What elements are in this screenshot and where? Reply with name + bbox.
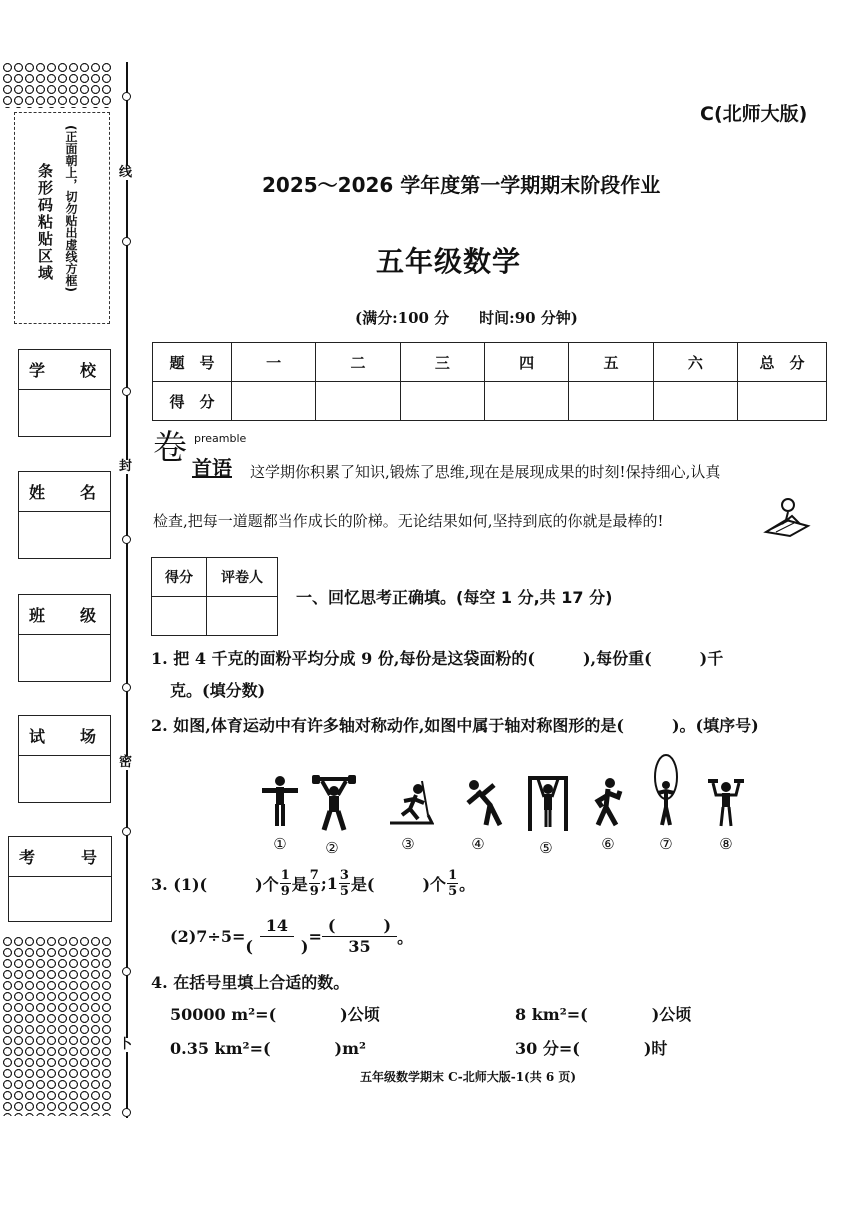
grader-table xyxy=(151,557,278,636)
fraction xyxy=(339,868,350,899)
field-class-c2: 级 xyxy=(79,606,96,625)
field-school-c1: 学 xyxy=(29,361,46,380)
cut-ring xyxy=(122,92,131,101)
field-name[interactable] xyxy=(18,471,111,559)
q3-2-end: 。 xyxy=(397,928,414,947)
grader-reviewer-cell[interactable] xyxy=(207,597,278,636)
q2-text: 2. 如图,体育运动中有许多轴对称动作,如图中属于轴对称图形的是( )。(填序号) xyxy=(151,716,759,735)
field-name-c2: 名 xyxy=(79,483,96,502)
fraction xyxy=(245,916,308,957)
field-exam-number[interactable] xyxy=(8,836,112,922)
q3-1-mid2: 是( )个 xyxy=(350,875,447,894)
cut-ring xyxy=(122,683,131,692)
weightlifter-icon xyxy=(312,775,356,831)
barcode-note: (正面朝上，切勿贴出虚线方框) xyxy=(64,125,78,292)
score-header-cell: 四 xyxy=(484,343,568,382)
score-header-cell: 六 xyxy=(653,343,737,382)
page-footer: 五年级数学期末 C-北师大版-1(共 6 页) xyxy=(360,1070,577,1084)
field-school[interactable] xyxy=(18,349,111,437)
q4-item-1: 50000 m²=( )公顷 xyxy=(170,1005,380,1024)
field-room-c1: 试 xyxy=(29,727,46,746)
cut-char-feng: 封 xyxy=(119,459,133,474)
cut-line xyxy=(126,62,128,1118)
figure-label: ⑧ xyxy=(719,835,733,853)
field-school-c2: 校 xyxy=(79,361,96,380)
cut-ring xyxy=(122,1108,131,1117)
q3-part2 xyxy=(170,916,413,957)
cut-ring xyxy=(122,827,131,836)
barcode-area xyxy=(14,112,110,324)
q3-1-mid: 是 xyxy=(291,875,308,894)
fraction-numerator: 1 xyxy=(280,868,290,883)
q3-1-sep: ;1 xyxy=(320,874,338,893)
q3-1-prefix: 3. (1)( )个 xyxy=(151,875,279,894)
q1-line1: 1. 把 4 千克的面粉平均分成 9 份,每份是这袋面粉的( ),每份重( )千 xyxy=(151,649,724,668)
score-header-cell: 二 xyxy=(316,343,400,382)
fraction-denominator: ( ) xyxy=(245,937,309,956)
figure-5 xyxy=(526,775,566,857)
cut-ring xyxy=(122,967,131,976)
grader-reviewer-label: 评卷人 xyxy=(207,558,278,597)
field-number-c1: 考 xyxy=(19,848,36,867)
figure-label: ⑤ xyxy=(539,839,553,857)
figure-7 xyxy=(646,753,686,853)
field-exam-room[interactable] xyxy=(18,715,111,803)
grader-score-label: 得分 xyxy=(152,558,207,597)
fraction xyxy=(309,868,320,899)
score-header-cell: 一 xyxy=(232,343,316,382)
jump-rope-icon xyxy=(646,753,686,827)
fraction xyxy=(322,916,397,957)
score-input-cell[interactable] xyxy=(400,382,484,421)
figure-label: ⑦ xyxy=(659,835,673,853)
fraction xyxy=(447,868,458,899)
score-input-cell[interactable] xyxy=(569,382,653,421)
score-input-cell[interactable] xyxy=(653,382,737,421)
boxer-icon xyxy=(588,775,628,827)
treadmill-runner-icon xyxy=(388,775,434,827)
figure-label: ② xyxy=(325,839,339,857)
fraction-denominator: 35 xyxy=(348,937,371,956)
q1-line2: 克。(填分数) xyxy=(170,681,266,700)
field-name-c1: 姓 xyxy=(29,483,46,502)
figure-8 xyxy=(706,775,746,853)
cut-char-mi: 密 xyxy=(119,755,133,770)
preamble-shouyu: 首语 xyxy=(192,456,232,480)
figure-label: ① xyxy=(273,835,287,853)
figure-6 xyxy=(588,775,628,853)
edition-label: C(北师大版) xyxy=(700,103,808,125)
field-class[interactable] xyxy=(18,594,111,682)
preamble-word: preamble xyxy=(194,432,247,445)
dumbbell-lifter-icon xyxy=(706,775,746,827)
score-input-cell[interactable] xyxy=(484,382,568,421)
score-table xyxy=(152,342,827,421)
figure-3 xyxy=(388,775,428,853)
stretching-icon xyxy=(458,775,504,827)
score-header-cell: 五 xyxy=(569,343,653,382)
q4-item-2: 8 km²=( )公顷 xyxy=(515,1005,692,1024)
section1-title: 一、回忆思考正确填。(每空 1 分,共 17 分) xyxy=(296,588,613,607)
score-header-cell: 总 分 xyxy=(738,343,827,382)
score-header-cell: 三 xyxy=(400,343,484,382)
preamble-juan: 卷 xyxy=(153,428,187,468)
figure-label: ⑥ xyxy=(601,835,615,853)
subject-title: 五年级数学 xyxy=(376,245,522,278)
barcode-title: 条形码粘贴区域 xyxy=(36,163,54,282)
score-input-cell[interactable] xyxy=(232,382,316,421)
q3-part1 xyxy=(151,868,475,899)
field-room-c2: 场 xyxy=(79,727,96,746)
exam-meta: (满分:100 分 时间:90 分钟) xyxy=(355,309,578,327)
exam-title: 2025～2026 学年度第一学期期末阶段作业 xyxy=(262,173,661,197)
fraction-denominator: 9 xyxy=(309,884,319,899)
q3-2-prefix: (2)7÷5= xyxy=(170,927,246,946)
figure-1 xyxy=(260,775,300,853)
fraction-numerator: ( ) xyxy=(322,916,397,937)
fraction-numerator: 3 xyxy=(339,868,349,883)
cut-ring xyxy=(122,237,131,246)
dot-pattern-bottom xyxy=(2,936,112,1116)
standing-arms-out-icon xyxy=(260,775,300,827)
fraction-denominator: 5 xyxy=(339,884,349,899)
fraction-denominator: 9 xyxy=(280,884,290,899)
q3-2-eq: = xyxy=(308,927,322,946)
fraction-numerator: 7 xyxy=(309,868,319,883)
field-class-c1: 班 xyxy=(29,606,46,625)
fraction xyxy=(280,868,291,899)
figure-label: ④ xyxy=(471,835,485,853)
cut-ring xyxy=(122,387,131,396)
q4-item-4: 30 分=( )时 xyxy=(515,1039,668,1058)
q4-title: 4. 在括号里填上合适的数。 xyxy=(151,973,350,992)
fraction-numerator: 14 xyxy=(260,916,294,937)
q3-1-end: 。 xyxy=(459,875,476,894)
cut-char-xian: 线 xyxy=(119,165,133,180)
grader-score-cell[interactable] xyxy=(152,597,207,636)
figure-2 xyxy=(312,775,352,857)
score-row-label: 得 分 xyxy=(153,382,232,421)
fraction-numerator: 1 xyxy=(448,868,458,883)
cut-ring xyxy=(122,535,131,544)
preamble-line2: 检查,把每一道题都当作成长的阶梯。无论结果如何,坚持到底的你就是最棒的! xyxy=(153,512,664,530)
field-number-c2: 号 xyxy=(80,848,97,867)
figure-4 xyxy=(458,775,498,853)
q4-item-3: 0.35 km²=( )m² xyxy=(170,1039,367,1058)
figure-label: ③ xyxy=(401,835,415,853)
score-input-cell[interactable] xyxy=(738,382,827,421)
fraction-denominator: 5 xyxy=(448,884,458,899)
score-input-cell[interactable] xyxy=(316,382,400,421)
reading-student-icon xyxy=(762,496,812,538)
preamble-line1: 这学期你积累了知识,锻炼了思维,现在是展现成果的时刻!保持细心,认真 xyxy=(250,463,721,481)
cut-char-bu: 卜 xyxy=(119,1037,133,1052)
dot-pattern-top xyxy=(2,62,112,108)
pull-up-bar-icon xyxy=(526,775,570,831)
score-header-cell: 题 号 xyxy=(153,343,232,382)
